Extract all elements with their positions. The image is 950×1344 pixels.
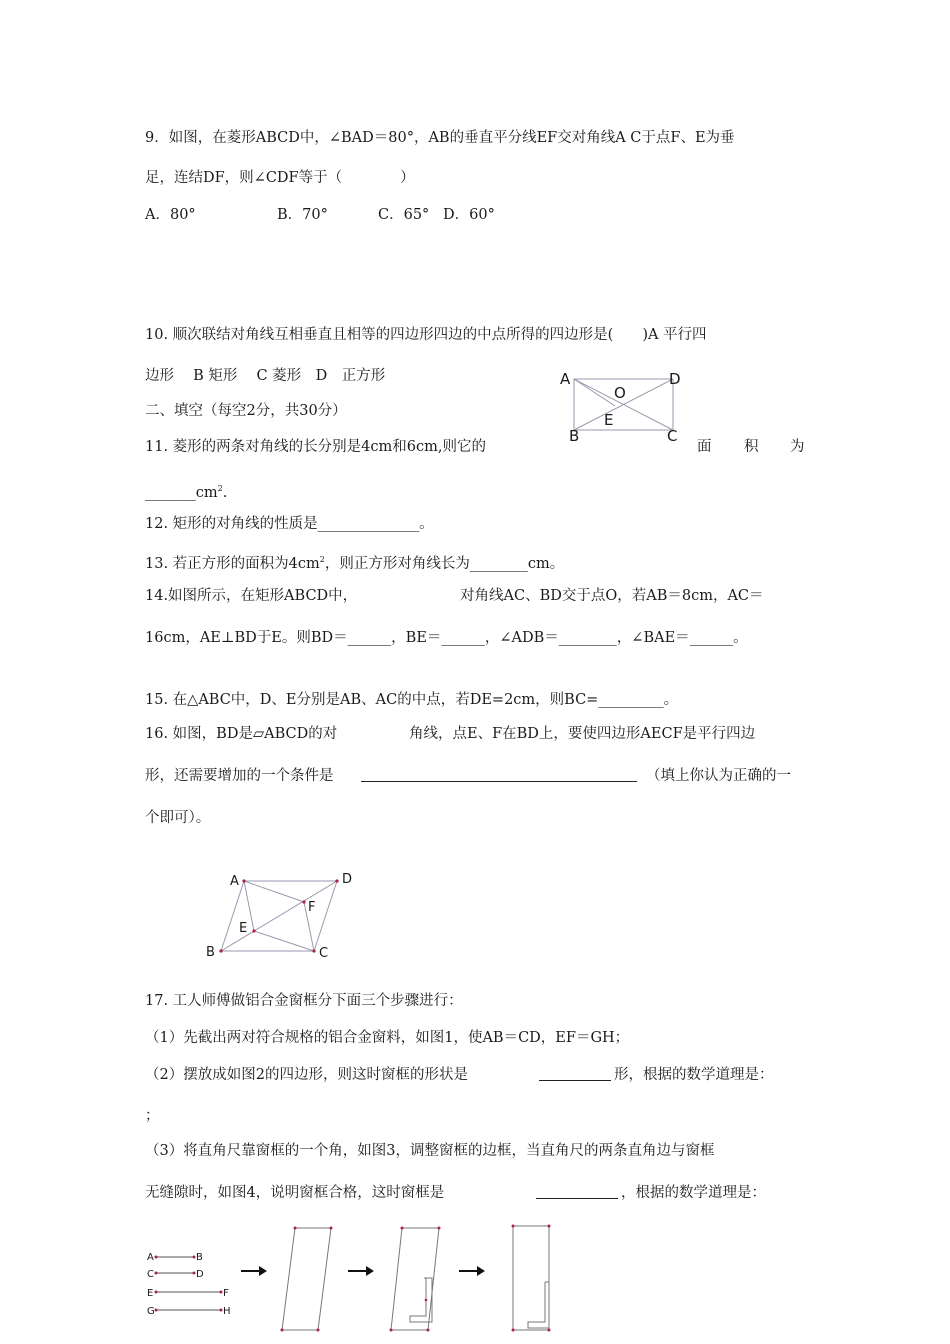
q10-line2: 边形 B 矩形 C 菱形 D 正方形	[145, 368, 386, 384]
q16-line1-a: 16. 如图，BD是▱ABCD的对	[145, 726, 338, 742]
fig4-corner-br	[548, 1329, 551, 1332]
fig1-point-a	[155, 1256, 158, 1259]
q17-line2-a: （2）摆放成如图2的四边形，则这时窗框的形状是	[145, 1067, 468, 1083]
para-label-b: B	[206, 945, 215, 960]
para-label-a: A	[230, 874, 239, 889]
fig1-label-a: A	[147, 1252, 154, 1263]
arrow-3-head	[477, 1266, 485, 1276]
rect-label-e: E	[604, 411, 614, 429]
q17-line2-b: 形，根据的数学道理是：	[614, 1067, 774, 1083]
q11-end: .	[222, 484, 228, 501]
para-label-c: C	[319, 946, 329, 961]
q9-option-a: A．80°	[145, 207, 196, 223]
q11-unit: cm	[195, 484, 218, 501]
fig1-label-e: E	[147, 1288, 154, 1299]
fig4-corner-tl	[512, 1225, 515, 1228]
fig1-bars	[156, 1257, 221, 1310]
q9-line1: 9．如图，在菱形ABCD中，∠BAD＝80°，AB的垂直平分线EF交对角线A C于点F、E为垂	[145, 130, 735, 146]
arrow-1-head	[259, 1266, 267, 1276]
q9-option-c: C．65°	[378, 207, 430, 223]
q11-word-wei: 为	[790, 439, 805, 455]
q12-text: 12. 矩形的对角线的性质是______________。	[145, 516, 434, 532]
q9-option-d: D．60°	[443, 207, 495, 223]
fig2-corner-tr	[330, 1227, 333, 1230]
rect-label-b: B	[569, 427, 580, 445]
q11-blank[interactable]: _______	[145, 484, 196, 501]
para-label-d: D	[342, 872, 353, 887]
rect-label-o: O	[614, 384, 626, 402]
q11-text: 11. 菱形的两条对角线的长分别是4cm和6cm,则它的	[145, 439, 486, 455]
fig3-corner-br	[427, 1329, 430, 1332]
fig1-label-b: B	[196, 1252, 203, 1263]
fig1-label-d: D	[196, 1269, 204, 1280]
rect-label-d: D	[669, 370, 681, 388]
q11-word-mian: 面	[697, 439, 712, 455]
q9-option-b: B．70°	[277, 207, 328, 223]
fig4-corner-bl	[512, 1329, 515, 1332]
q14-line2: 16cm，AE⊥BD于E。则BD＝______，BE＝______，∠ADB＝________，∠BAE＝______。	[145, 630, 748, 646]
q16-line2-b: （填上你认为正确的一	[646, 768, 791, 784]
q14-line1-a: 14.如图所示，在矩形ABCD中，	[145, 588, 358, 604]
fig4-square-ruler	[528, 1282, 549, 1328]
q9-line2: 足，连结DF，则∠CDF等于（ ）	[145, 170, 415, 186]
fig3-ruler-point	[425, 1299, 428, 1302]
fig2-corner-tl	[294, 1227, 297, 1230]
fig1-label-h: H	[223, 1306, 231, 1317]
q11-word-ji: 积	[744, 439, 759, 455]
fig1-point-e	[155, 1291, 158, 1294]
fig1-label-f: F	[223, 1288, 229, 1299]
fig2-corner-bl	[281, 1329, 284, 1332]
rect-label-c: C	[667, 427, 678, 445]
para-label-e: E	[239, 921, 248, 936]
fig1-label-c: C	[147, 1269, 154, 1280]
fig4-frame	[513, 1226, 549, 1330]
fig4-corner-tr	[548, 1225, 551, 1228]
arrow-2-head	[366, 1266, 374, 1276]
fig2-frame	[282, 1228, 331, 1330]
q13-pre: 13. 若正方形的面积为4cm	[145, 555, 320, 572]
q17-line5-a: 无缝隙时，如图4，说明窗框合格，这时窗框是	[145, 1185, 445, 1201]
q16-line3: 个即可）。	[145, 810, 211, 826]
fig2-corner-br	[317, 1329, 320, 1332]
q10-line1: 10. 顺次联结对角线互相垂直且相等的四边形四边的中点所得的四边形是( )A 平行四	[145, 327, 707, 343]
q17-line3: ；	[145, 1108, 160, 1124]
q17-line1: （1）先截出两对符合规格的铝合金窗料，如图1，使AB＝CD，EF＝GH；	[145, 1030, 630, 1046]
q15-text: 15. 在△ABC中，D、E分别是AB、AC的中点，若DE=2cm，则BC=_________。	[145, 692, 679, 708]
rect-label-a: A	[560, 370, 571, 388]
fig3-corner-tl	[401, 1227, 404, 1230]
fig1-point-c	[155, 1272, 158, 1275]
q14-line1-b: 对角线AC、BD交于点O，若AB＝8cm，AC＝	[460, 588, 764, 604]
section-heading: 二、填空（每空2分，共30分）	[145, 403, 347, 419]
para-label-f: F	[308, 900, 316, 915]
fig1-label-g: G	[147, 1306, 155, 1317]
fig3-square-ruler	[410, 1278, 432, 1322]
fig3-corner-tr	[438, 1227, 441, 1230]
q13-sup: 2	[319, 555, 325, 564]
q13-post: ，则正方形对角线长为________cm。	[324, 555, 565, 572]
q17-line4: （3）将直角尺靠窗框的一个角，如图3，调整窗框的边框，当直角尺的两条直角边与窗框	[145, 1143, 715, 1159]
q16-line2-a: 形，还需要增加的一个条件是	[145, 768, 334, 784]
q17-line0: 17. 工人师傅做铝合金窗框分下面三个步骤进行：	[145, 993, 463, 1009]
q11-unit-sup: 2	[217, 484, 223, 493]
fig1-point-g	[155, 1309, 158, 1312]
q17-line5-b: ，根据的数学道理是：	[621, 1185, 766, 1201]
q16-line1-b: 角线，点E、F在BD上，要使四边形AECF是平行四边	[409, 726, 756, 742]
fig3-corner-bl	[390, 1329, 393, 1332]
